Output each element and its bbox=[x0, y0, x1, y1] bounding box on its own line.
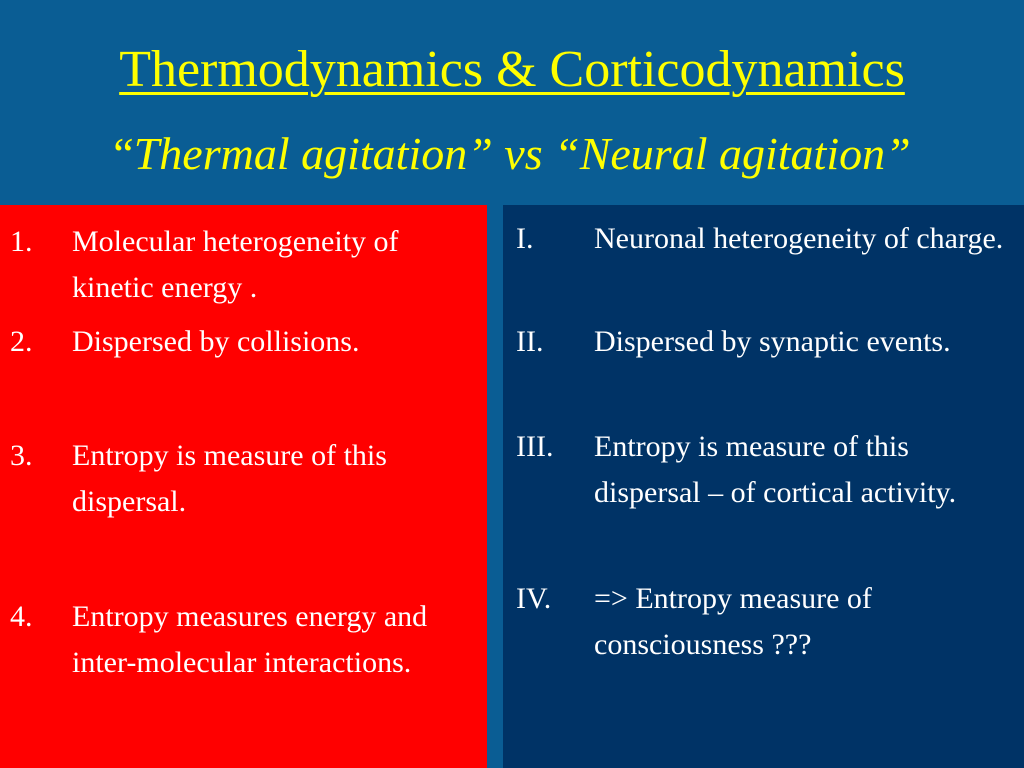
right-list-text-2: Dispersed by synaptic events. bbox=[594, 325, 951, 358]
right-list-marker-3: III. bbox=[516, 430, 554, 463]
left-list-marker-3: 3. bbox=[10, 439, 33, 472]
right-list-item-4 bbox=[516, 576, 1021, 668]
subtitle-text: Thermal agitation” vs “Neural agitation” bbox=[133, 128, 911, 179]
left-list-text-4: Entropy measures energy and inter-molecular interactions. bbox=[72, 600, 428, 679]
left-list-item-2 bbox=[10, 319, 480, 365]
right-list-item-1 bbox=[516, 216, 1021, 262]
left-list-item-4 bbox=[10, 594, 480, 686]
right-list-item-2 bbox=[516, 319, 1021, 365]
right-column-panel bbox=[503, 205, 1024, 768]
title-block bbox=[0, 0, 1024, 200]
left-list-marker-1: 1. bbox=[10, 225, 33, 258]
right-list-item-3 bbox=[516, 424, 1021, 516]
right-list-text-3: Entropy is measure of this dispersal – of cortical activity. bbox=[594, 430, 957, 509]
left-list-text-2: Dispersed by collisions. bbox=[72, 325, 360, 358]
right-list-text-4: => Entropy measure of consciousness ??? bbox=[594, 582, 872, 661]
left-list-marker-4: 4. bbox=[10, 600, 33, 633]
left-list-text-3: Entropy is measure of this dispersal. bbox=[72, 439, 387, 518]
subtitle-open-quote: “ bbox=[113, 128, 134, 179]
left-column-panel bbox=[0, 205, 487, 768]
left-list-item-1 bbox=[10, 219, 480, 311]
right-list-marker-2: II. bbox=[516, 325, 544, 358]
left-list-text-1: Molecular heterogeneity of kinetic energy . bbox=[72, 225, 399, 304]
left-list-marker-2: 2. bbox=[10, 325, 33, 358]
slide-subtitle bbox=[0, 126, 1024, 182]
right-list-marker-4: IV. bbox=[516, 582, 552, 615]
right-list-text-1: Neuronal heterogeneity of charge. bbox=[594, 222, 1004, 255]
left-list-item-3 bbox=[10, 433, 480, 525]
right-list-marker-1: I. bbox=[516, 222, 534, 255]
slide-title: Thermodynamics & Corticodynamics bbox=[119, 41, 905, 98]
